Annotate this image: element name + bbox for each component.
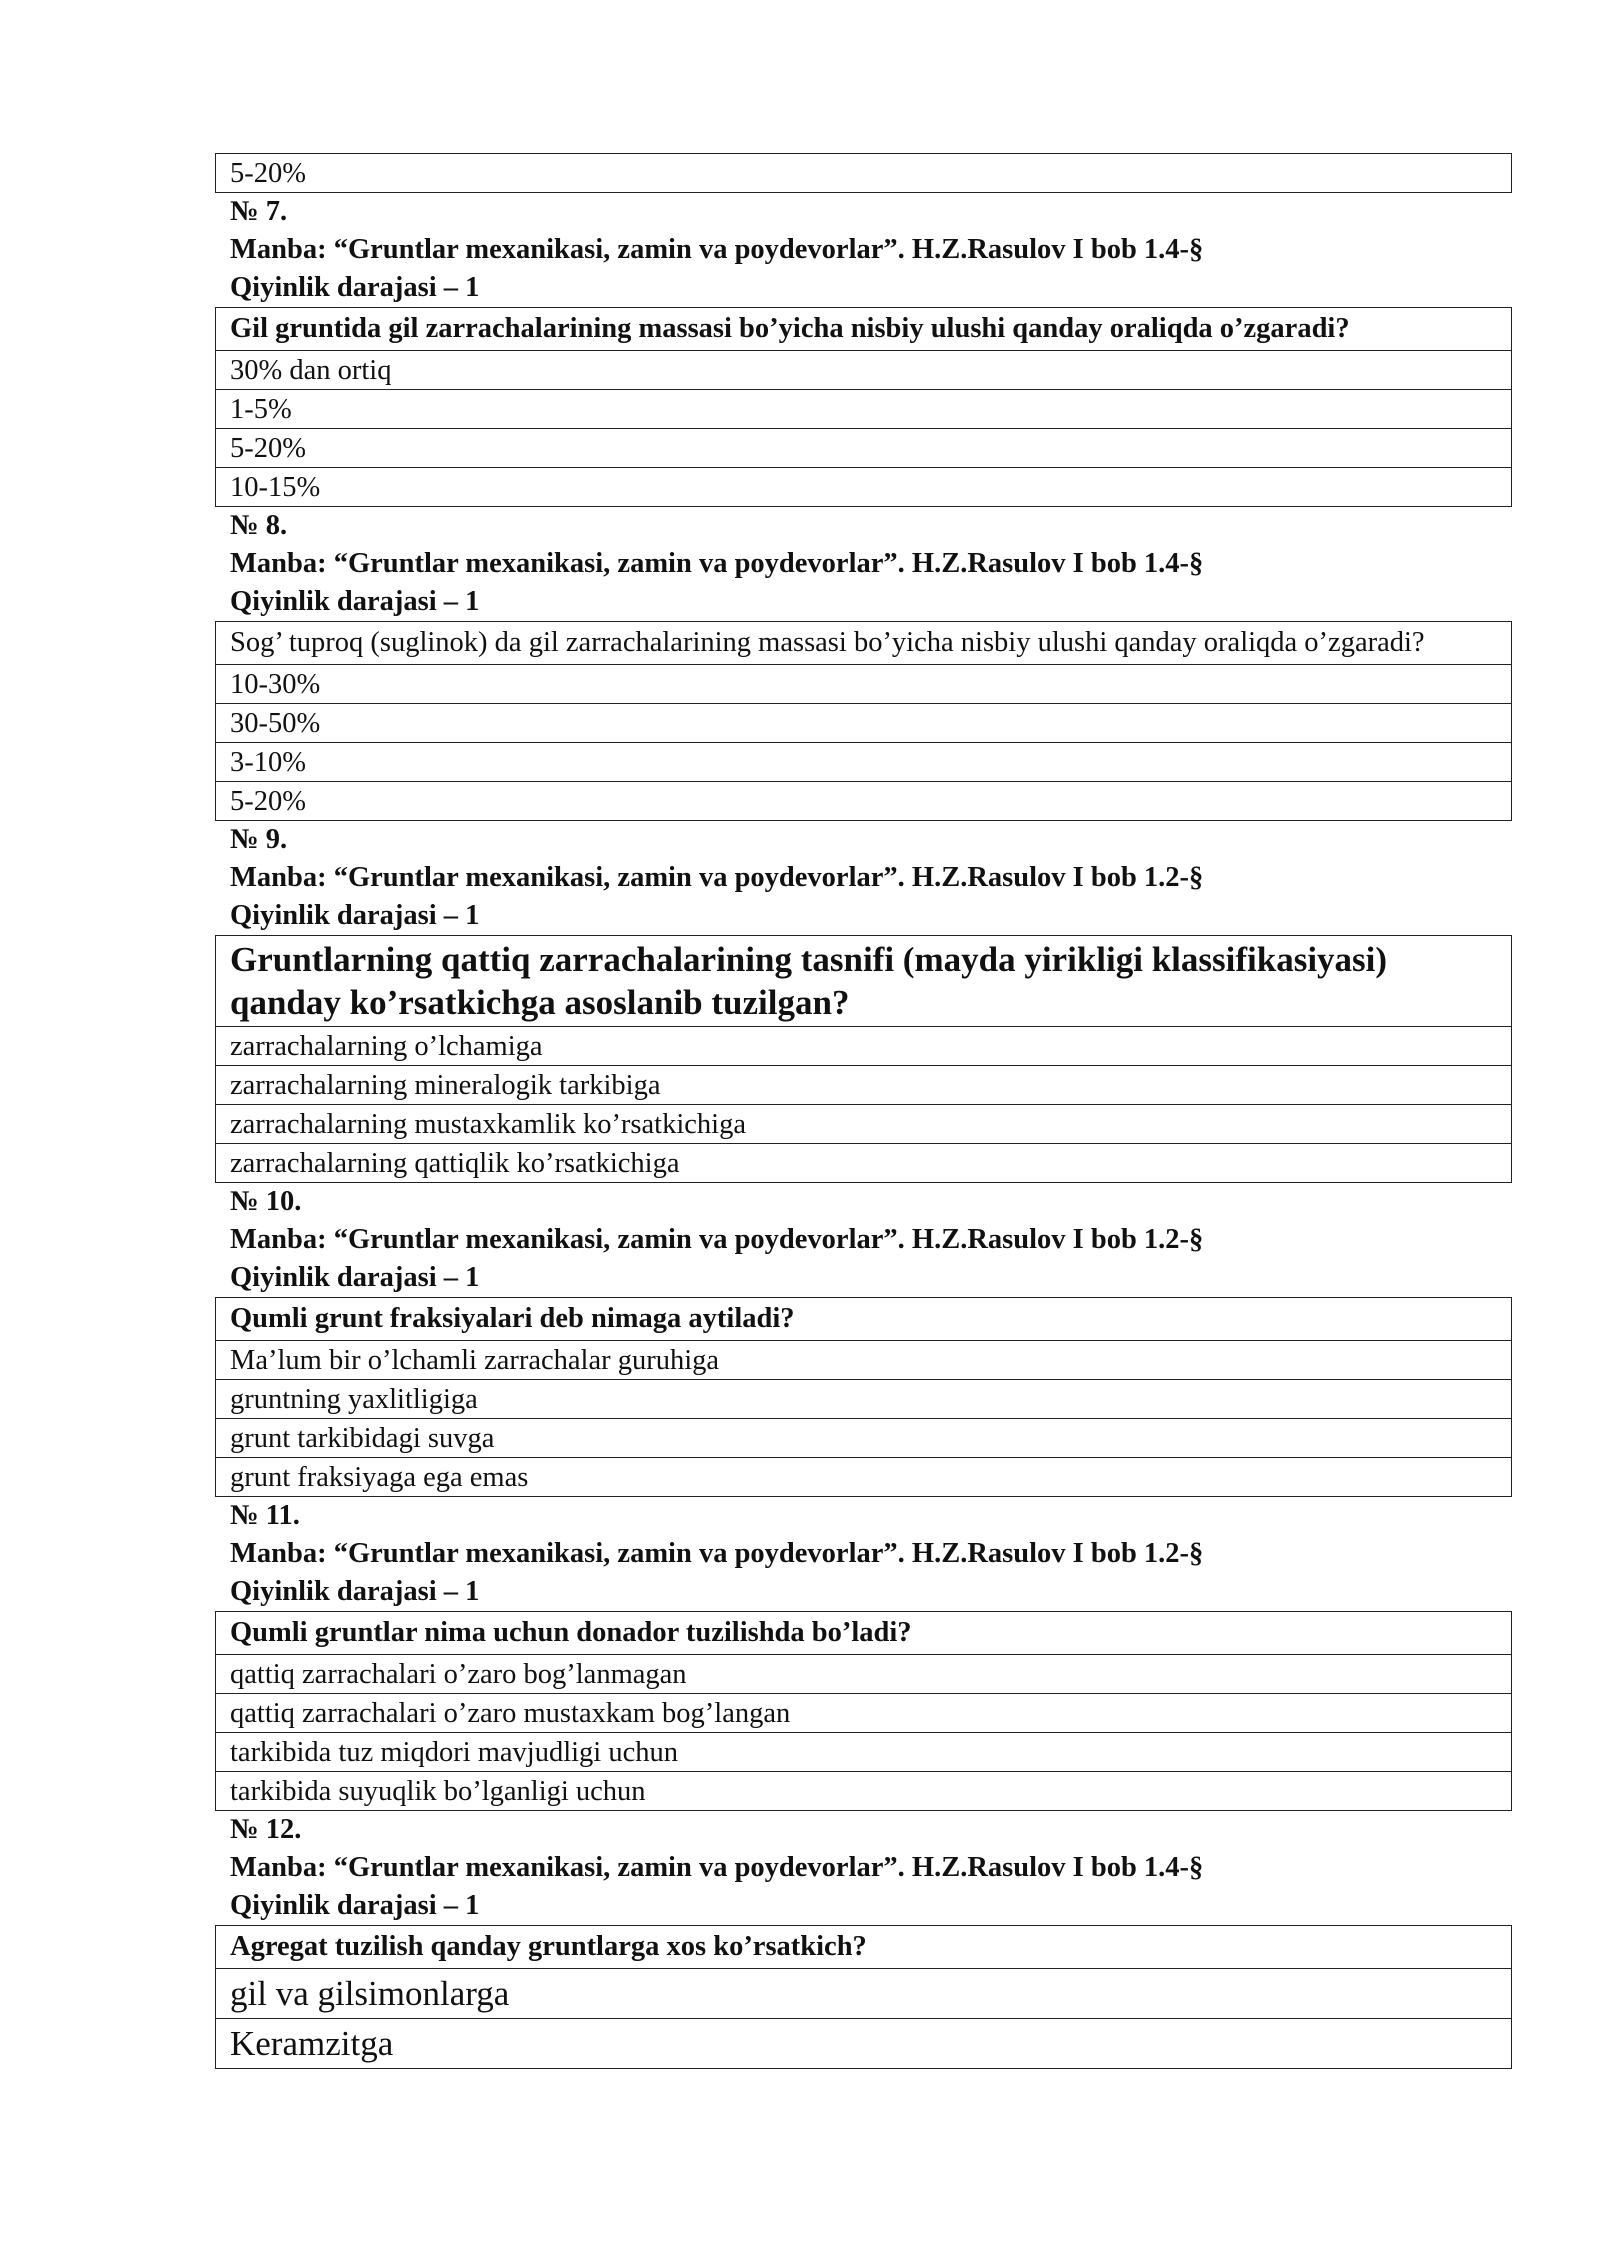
question-number: № 11.	[230, 1500, 300, 1531]
answer-option: 5-20%	[215, 782, 1512, 821]
question-difficulty: Qiyinlik darajasi – 1	[230, 272, 480, 303]
question-source: Manba: “Gruntlar mexanikasi, zamin va poydevorlar”. H.Z.Rasulov I bob 1.2-§	[230, 1538, 1204, 1569]
answer-option: grunt tarkibidagi suvga	[215, 1419, 1512, 1458]
answer-option: 1-5%	[215, 390, 1512, 429]
answer-option: Ma’lum bir o’lchamli zarrachalar guruhiga	[215, 1341, 1512, 1380]
question-number: № 7.	[230, 196, 288, 227]
answer-option: Keramzitga	[215, 2019, 1512, 2069]
answer-option: tarkibida tuz miqdori mavjudligi uchun	[215, 1733, 1512, 1772]
answer-option: zarrachalarning qattiqlik ko’rsatkichiga	[215, 1144, 1512, 1183]
answer-option: 3-10%	[215, 743, 1512, 782]
question-block-8	[215, 507, 1512, 821]
answer-option: zarrachalarning o’lchamiga	[215, 1027, 1512, 1066]
question-text: Gruntlarning qattiq zarrachalarining tasnifi (mayda yirikligi klassifikasiyasi) qanday ko’rsatkichga asoslanib tuzilgan?	[215, 935, 1512, 1027]
answer-option: zarrachalarning mustaxkamlik ko’rsatkichiga	[215, 1105, 1512, 1144]
question-text: Sog’ tuproq (suglinok) da gil zarrachalarining massasi bo’yicha nisbiy ulushi qanday oraliqda o’zgaradi?	[215, 621, 1512, 665]
answer-option: 5-20%	[215, 429, 1512, 468]
question-block-11	[215, 1497, 1512, 1811]
question-number: № 10.	[230, 1186, 302, 1217]
question-block-9	[215, 821, 1512, 1183]
answer-option: 5-20%	[215, 153, 1512, 193]
answer-option: qattiq zarrachalari o’zaro mustaxkam bog’langan	[215, 1694, 1512, 1733]
answer-option: 10-15%	[215, 468, 1512, 507]
answer-option: tarkibida suyuqlik bo’lganligi uchun	[215, 1772, 1512, 1811]
question-source: Manba: “Gruntlar mexanikasi, zamin va poydevorlar”. H.Z.Rasulov I bob 1.4-§	[230, 234, 1204, 265]
question-difficulty: Qiyinlik darajasi – 1	[230, 1890, 480, 1921]
question-source: Manba: “Gruntlar mexanikasi, zamin va poydevorlar”. H.Z.Rasulov I bob 1.4-§	[230, 548, 1204, 579]
answer-option: qattiq zarrachalari o’zaro bog’lanmagan	[215, 1655, 1512, 1694]
question-block-7	[215, 193, 1512, 507]
question-source: Manba: “Gruntlar mexanikasi, zamin va poydevorlar”. H.Z.Rasulov I bob 1.2-§	[230, 1224, 1204, 1255]
answer-option: 10-30%	[215, 665, 1512, 704]
document-page	[215, 153, 1512, 2069]
question-difficulty: Qiyinlik darajasi – 1	[230, 900, 480, 931]
question-source: Manba: “Gruntlar mexanikasi, zamin va poydevorlar”. H.Z.Rasulov I bob 1.4-§	[230, 1852, 1204, 1883]
answer-option: gruntning yaxlitligiga	[215, 1380, 1512, 1419]
question-block-12	[215, 1811, 1512, 2069]
question-text: Gil gruntida gil zarrachalarining massasi bo’yicha nisbiy ulushi qanday oraliqda o’zgaradi?	[215, 307, 1512, 351]
question-number: № 9.	[230, 824, 288, 855]
question-difficulty: Qiyinlik darajasi – 1	[230, 586, 480, 617]
question-text: Qumli grunt fraksiyalari deb nimaga aytiladi?	[215, 1297, 1512, 1341]
question-difficulty: Qiyinlik darajasi – 1	[230, 1262, 480, 1293]
answer-option: zarrachalarning mineralogik tarkibiga	[215, 1066, 1512, 1105]
question-text: Agregat tuzilish qanday gruntlarga xos ko’rsatkich?	[215, 1925, 1512, 1969]
question-difficulty: Qiyinlik darajasi – 1	[230, 1576, 480, 1607]
question-source: Manba: “Gruntlar mexanikasi, zamin va poydevorlar”. H.Z.Rasulov I bob 1.2-§	[230, 862, 1204, 893]
answer-option: 30-50%	[215, 704, 1512, 743]
answer-option: grunt fraksiyaga ega emas	[215, 1458, 1512, 1497]
question-number: № 8.	[230, 510, 288, 541]
answer-option: 30% dan ortiq	[215, 351, 1512, 390]
question-text: Qumli gruntlar nima uchun donador tuzilishda bo’ladi?	[215, 1611, 1512, 1655]
question-number: № 12.	[230, 1814, 302, 1845]
answer-option: gil va gilsimonlarga	[215, 1969, 1512, 2019]
question-block-10	[215, 1183, 1512, 1497]
